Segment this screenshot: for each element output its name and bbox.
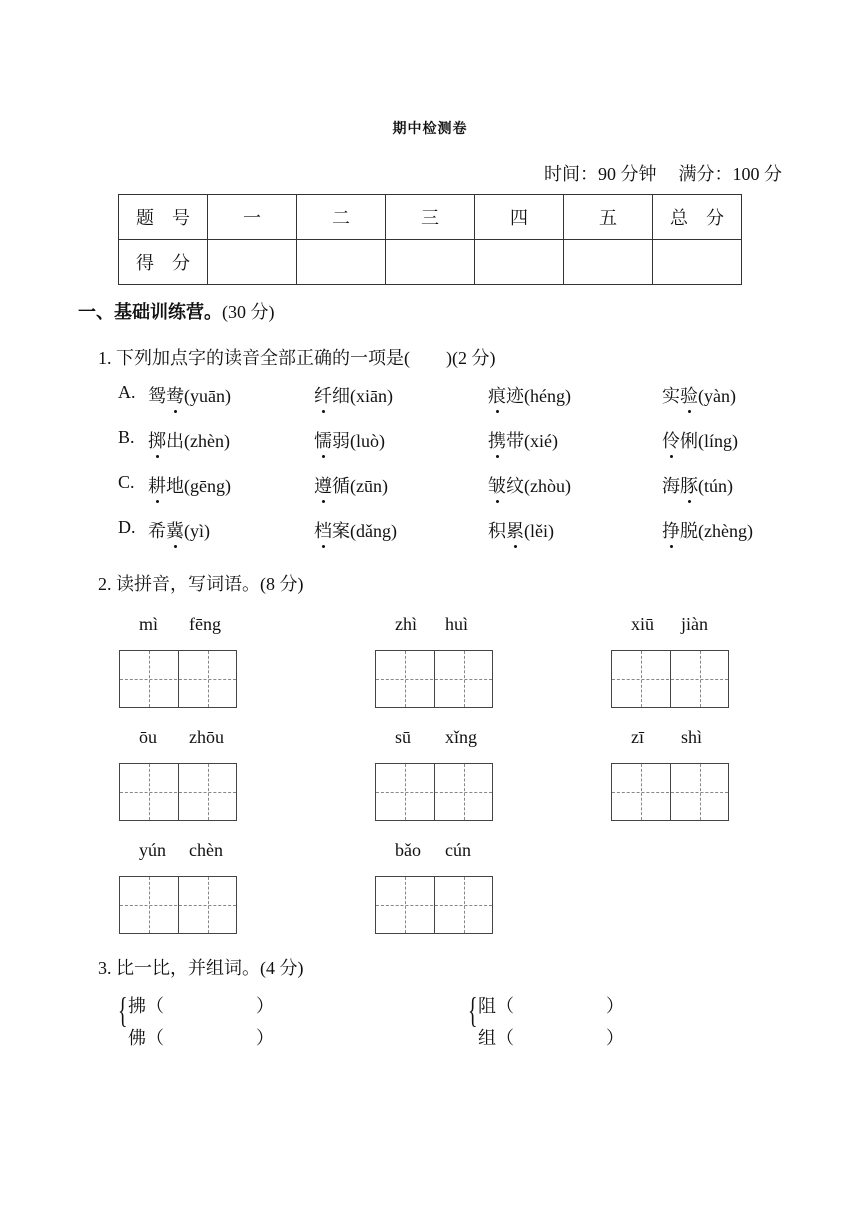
- full-score: 满分：100 分: [678, 164, 782, 184]
- option-label[interactable]: C.: [118, 472, 135, 492]
- option-word: 档案(dǎng): [314, 517, 397, 543]
- dotted-char: 豚: [680, 472, 698, 498]
- score-cell[interactable]: [653, 240, 742, 285]
- pinyin-syllable: jiàn: [681, 614, 708, 634]
- pinyin-syllable: ōu: [139, 727, 157, 747]
- section-heading: [78, 298, 275, 324]
- time-limit: 时间：90 分钟: [544, 164, 657, 184]
- pinyin-syllable: huì: [445, 614, 469, 634]
- option-word: 鸳鸯(yuān): [148, 382, 231, 408]
- dotted-char: 伶: [662, 427, 680, 453]
- pinyin-syllable: chèn: [189, 840, 223, 860]
- compare-char: 拂（: [128, 996, 164, 1016]
- dotted-char: 验: [680, 382, 698, 408]
- pinyin-syllable: sū: [395, 727, 412, 747]
- option-word: 皱纹(zhòu): [488, 472, 571, 498]
- dotted-char: 档: [314, 517, 332, 543]
- compare-char: 阻（: [478, 996, 514, 1016]
- pinyin-syllable: xiū: [631, 614, 655, 634]
- pinyin-syllable: cún: [445, 840, 471, 860]
- header-cell: 四: [475, 195, 564, 240]
- header-cell: 二: [297, 195, 386, 240]
- option-word: 希冀(yì): [148, 517, 210, 543]
- question-3-stem: 3. 比一比，并组词。(4 分): [98, 958, 304, 978]
- dotted-char: 懦: [314, 427, 332, 453]
- answer-blank-close[interactable]: ）: [256, 996, 274, 1016]
- pinyin-syllable: zī: [631, 727, 644, 747]
- writing-grid[interactable]: [375, 763, 493, 821]
- dotted-char: 冀: [166, 517, 184, 543]
- dotted-char: 掷: [148, 427, 166, 453]
- option-word: 实验(yàn): [662, 382, 736, 408]
- score-cell[interactable]: [297, 240, 386, 285]
- dotted-char: 痕: [488, 382, 506, 408]
- answer-blank-close[interactable]: ）: [256, 1028, 274, 1048]
- writing-grid[interactable]: [611, 650, 729, 708]
- option-label[interactable]: D.: [118, 517, 136, 537]
- dotted-char: 鸯: [166, 382, 184, 408]
- score-table-score-row: [119, 240, 742, 285]
- answer-blank-close[interactable]: ）: [606, 996, 624, 1016]
- dotted-char: 挣: [662, 517, 680, 543]
- option-label[interactable]: A.: [118, 382, 136, 402]
- dotted-char: 携: [488, 427, 506, 453]
- option-word: 懦弱(luò): [314, 427, 385, 453]
- score-label-cell: 得 分: [119, 240, 208, 285]
- option-word: 遵循(zūn): [314, 472, 388, 498]
- option-word: 积累(lěi): [488, 517, 554, 543]
- header-cell: 五: [564, 195, 653, 240]
- page-title: 期中检测卷: [392, 121, 468, 137]
- score-table: [118, 194, 742, 285]
- option-word: 耕地(gēng): [148, 472, 231, 498]
- writing-grid[interactable]: [611, 763, 729, 821]
- header-cell: 一: [208, 195, 297, 240]
- dotted-char: 累: [506, 517, 524, 543]
- dotted-char: 耕: [148, 472, 166, 498]
- writing-grid[interactable]: [119, 763, 237, 821]
- option-word: 海豚(tún): [662, 472, 733, 498]
- writing-grid[interactable]: [375, 650, 493, 708]
- header-cell: 总 分: [653, 195, 742, 240]
- section-label: 一、基础训练营。: [78, 302, 222, 322]
- dotted-char: 遵: [314, 472, 332, 498]
- option-word: 掷出(zhèn): [148, 427, 230, 453]
- pinyin-syllable: fēng: [189, 614, 221, 634]
- option-word: 纤细(xiān): [314, 382, 393, 408]
- writing-grid[interactable]: [119, 876, 237, 934]
- pinyin-syllable: yún: [139, 840, 166, 860]
- section-points: (30 分): [222, 302, 275, 322]
- header-cell: 三: [386, 195, 475, 240]
- question-1-stem: 1. 下列加点字的读音全部正确的一项是( )(2 分): [98, 348, 496, 368]
- pinyin-syllable: mì: [139, 614, 159, 634]
- compare-char: 组（: [478, 1028, 514, 1048]
- brace-icon: {: [118, 990, 128, 1030]
- pinyin-syllable: zhōu: [189, 727, 224, 747]
- pinyin-syllable: shì: [681, 727, 703, 747]
- dotted-char: 纤: [314, 382, 332, 408]
- score-cell[interactable]: [475, 240, 564, 285]
- time-info: [544, 160, 782, 186]
- option-word: 挣脱(zhèng): [662, 517, 753, 543]
- score-cell[interactable]: [208, 240, 297, 285]
- header-cell: 题 号: [119, 195, 208, 240]
- option-word: 携带(xié): [488, 427, 558, 453]
- score-table-header-row: [119, 195, 742, 240]
- pinyin-syllable: xǐng: [445, 727, 478, 747]
- score-cell[interactable]: [386, 240, 475, 285]
- pinyin-syllable: bǎo: [395, 840, 421, 860]
- option-word: 痕迹(héng): [488, 382, 571, 408]
- score-cell[interactable]: [564, 240, 653, 285]
- dotted-char: 皱: [488, 472, 506, 498]
- pinyin-syllable: zhì: [395, 614, 417, 634]
- brace-icon: {: [468, 990, 478, 1030]
- option-word: 伶俐(líng): [662, 427, 738, 453]
- option-label[interactable]: B.: [118, 427, 135, 447]
- writing-grid[interactable]: [119, 650, 237, 708]
- compare-char: 佛（: [128, 1028, 164, 1048]
- question-2-stem: 2. 读拼音，写词语。(8 分): [98, 574, 304, 594]
- writing-grid[interactable]: [375, 876, 493, 934]
- answer-blank-close[interactable]: ）: [606, 1028, 624, 1048]
